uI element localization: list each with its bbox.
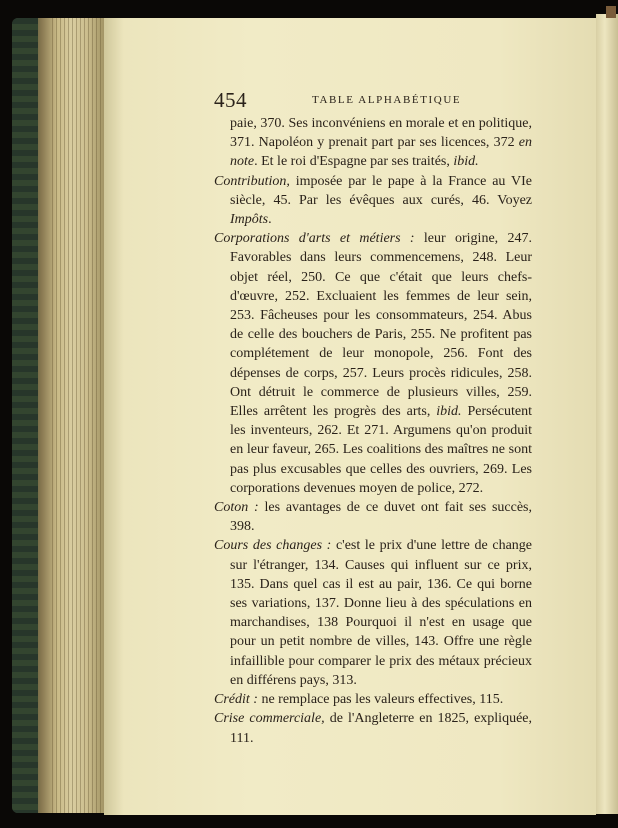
book-page-edges <box>12 18 112 813</box>
entry-text: les avantages de ce duvet ont fait ses succès, 398. <box>230 500 533 535</box>
index-entry <box>214 690 532 709</box>
entry-text: leur origine, 247. Favorables dans leurs commencemens, 248. Leur objet réel, 250. Ce que c'était que leurs chefs-d'œuvre, 252. Excluaient les femmes de leur sein, 253. Fâcheuses pour les consommateurs, 254. Abus de celle des bouchers de Paris, 255. Ne profitent pas complétement de leur monopole, 256. Font des dépenses de corps, 257. Leurs procès ridicules, 258. Ont détruit le commerce de plusieurs villes, 259. Elles arrêtent les progrès des arts, <box>230 231 532 420</box>
page-number: 454 <box>214 88 247 112</box>
entry-text: . <box>268 212 272 228</box>
index-entry <box>214 709 532 747</box>
entry-text: c'est le prix d'une lettre de change sur l'étranger, 134. Causes qui influent sur ce prix, 135. Dans quel cas il est au pair, 136. Ce qui borne ses variations, 137. Donne lieu à des spéculations en marchandises, 138 Pourquoi il n'est en usage que pour un petit nombre de villes, 143. Offre une règle infaillible pour comparer le prix des métaux précieux en différens pays, 313. <box>230 538 533 688</box>
entry-term: Corporations d'arts et métiers : <box>214 231 415 247</box>
index-content <box>214 114 532 748</box>
entry-italic-text: Impôts <box>230 212 269 228</box>
entry-text: ne remplace pas les valeurs effectives, 115. <box>257 692 504 708</box>
entry-term: Coton : <box>214 500 259 516</box>
entry-italic-text: ibid. <box>436 404 462 420</box>
entry-text: Persécutent les inventeurs, 262. Et 271. Argumens qu'on produit en leur faveur, 265. Les coalitions des maîtres ne sont pas plus excusables que celles des ouvriers, 269. Les corporations devenues moyen de police, 272. <box>230 404 533 496</box>
entry-text: de l'Angleterre en 1825, expliquée, 111. <box>230 711 532 746</box>
index-entry <box>214 172 532 230</box>
page-header <box>214 86 534 114</box>
entry-term: Cours des changes : <box>214 538 332 554</box>
corner-tab-mark <box>606 6 616 18</box>
entry-text: paie, 370. Ses inconvéniens en morale et en politique, 371. Napoléon y prenait part par ses licences, 372 <box>230 116 532 151</box>
index-entry <box>214 498 532 536</box>
entry-text: imposée par le pape à la France au VIe siècle, 45. Par les évêques aux curés, 46. Voyez <box>230 173 532 208</box>
index-entry <box>214 114 532 172</box>
entry-term: Contribution, <box>214 173 290 189</box>
entry-italic-text: en note <box>230 135 532 170</box>
index-entry <box>214 229 532 498</box>
index-entry <box>214 536 532 690</box>
entry-text: . Et le roi d'Espagne par ses traités, <box>254 154 454 170</box>
entry-italic-text: ibid. <box>453 154 479 170</box>
entry-term: Crise commerciale, <box>214 711 325 727</box>
running-title: TABLE ALPHABÉTIQUE <box>312 94 462 106</box>
entry-term: Crédit : <box>214 692 258 708</box>
facing-page-edge <box>596 14 618 814</box>
